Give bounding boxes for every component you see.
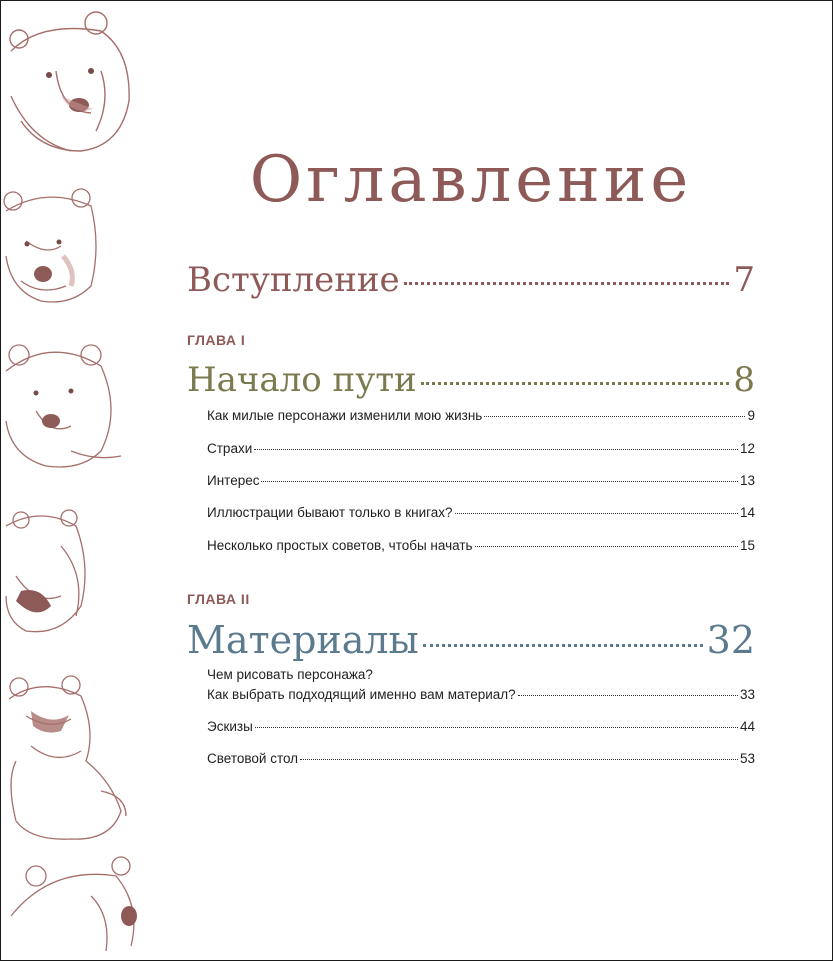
toc-item-page: 14 xyxy=(739,505,755,520)
toc-item-page: 53 xyxy=(739,751,755,766)
toc-item-label: Интерес xyxy=(207,473,260,488)
toc-item-label: Несколько простых советов, чтобы начать xyxy=(207,538,473,553)
toc-item-label: Страхи xyxy=(207,441,253,456)
toc-item[interactable] xyxy=(207,408,755,423)
bear-sketch-3 xyxy=(1,341,151,491)
toc-item[interactable] xyxy=(207,441,755,456)
toc-item[interactable] xyxy=(207,538,755,553)
toc-item-page: 13 xyxy=(739,473,755,488)
bear-sketch-5 xyxy=(1,671,151,851)
bear-sketch-1 xyxy=(1,1,151,171)
dot-leader xyxy=(254,449,738,450)
chapter-2-page: 32 xyxy=(706,618,755,662)
chapter-2-label: ГЛАВА II xyxy=(187,591,250,607)
toc-entry-intro[interactable] xyxy=(187,260,755,300)
toc-item-page: 33 xyxy=(739,687,755,702)
dot-leader xyxy=(484,416,745,417)
chapter-1-page: 8 xyxy=(733,360,755,400)
toc-item[interactable] xyxy=(207,473,755,488)
chapter-1-title: Начало пути xyxy=(187,360,417,400)
bear-illustrations xyxy=(1,1,151,961)
intro-label: Вступление xyxy=(187,260,400,300)
intro-page: 7 xyxy=(733,260,755,300)
toc-item-page: 12 xyxy=(739,441,755,456)
dot-leader xyxy=(518,695,738,696)
dot-leader xyxy=(255,727,738,728)
bear-sketch-4 xyxy=(1,506,151,656)
toc-entry-chapter-2[interactable] xyxy=(187,618,755,662)
toc-entry-chapter-1[interactable] xyxy=(187,360,755,400)
toc-item-page: 9 xyxy=(747,408,755,423)
bear-sketch-6 xyxy=(1,856,151,961)
page-title: Оглавление xyxy=(249,142,693,217)
dot-leader xyxy=(261,481,738,482)
toc-item[interactable] xyxy=(207,505,755,520)
toc-item-page: 15 xyxy=(739,538,755,553)
toc-item[interactable] xyxy=(207,687,755,702)
toc-item-label: Как выбрать подходящий именно вам материал? xyxy=(207,687,516,702)
toc-item-label: Эскизы xyxy=(207,719,253,734)
chapter-2-title: Материалы xyxy=(187,618,419,662)
toc-item-line1: Чем рисовать персонажа? xyxy=(207,667,373,682)
dot-leader xyxy=(300,759,738,760)
toc-item[interactable] xyxy=(207,751,755,766)
toc-item-label: Иллюстрации бывают только в книгах? xyxy=(207,505,453,520)
dot-leader xyxy=(455,513,738,514)
dot-leader xyxy=(423,644,703,647)
toc-item-label: Как милые персонажи изменили мою жизнь xyxy=(207,408,483,423)
toc-item-page: 44 xyxy=(739,719,755,734)
dot-leader xyxy=(421,382,730,385)
dot-leader xyxy=(404,282,730,285)
toc-item[interactable] xyxy=(207,719,755,734)
dot-leader xyxy=(475,546,738,547)
toc-item-label: Световой стол xyxy=(207,751,299,766)
chapter-1-label: ГЛАВА I xyxy=(187,332,246,348)
